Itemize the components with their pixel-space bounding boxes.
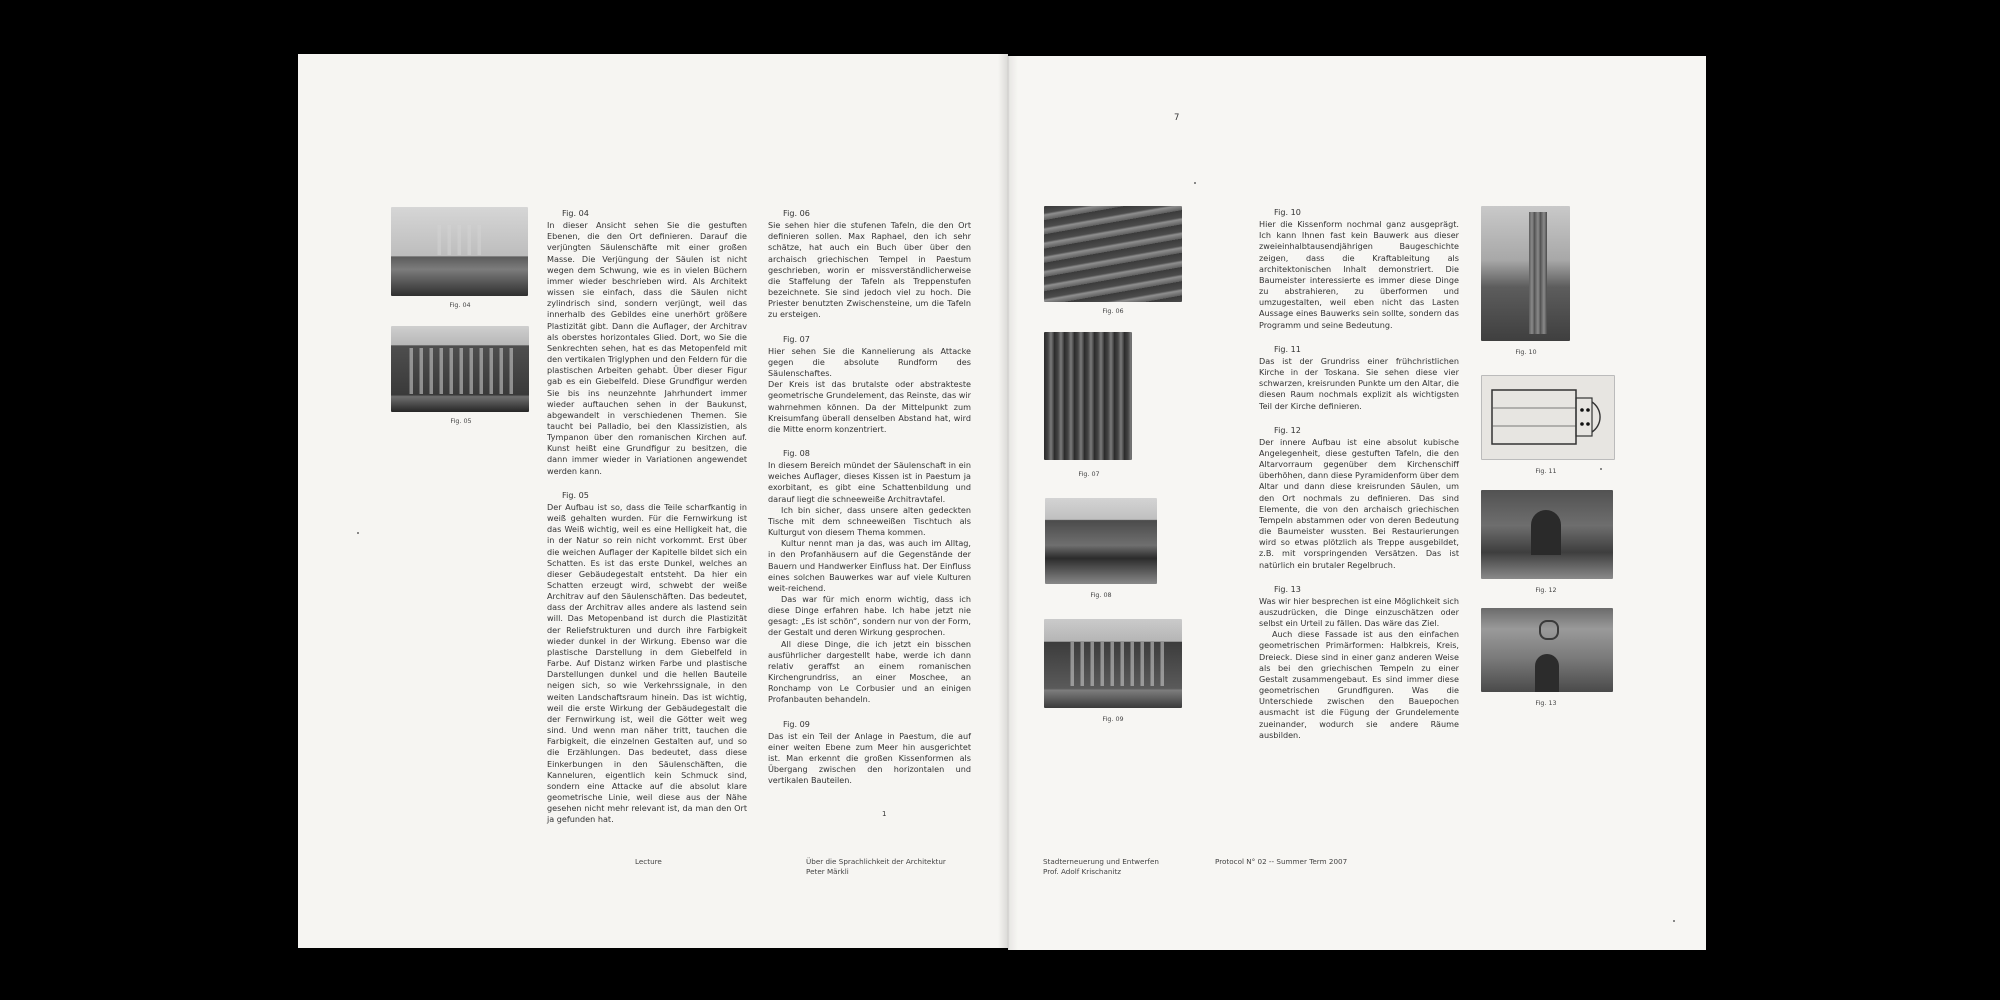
section-heading: Fig. 12 <box>1274 424 1301 435</box>
figure-06-caption: Fig. 06 <box>1102 307 1124 315</box>
figure-09-caption: Fig. 09 <box>1102 715 1124 723</box>
figure-11-photo <box>1481 375 1615 460</box>
figure-13-caption: Fig. 13 <box>1535 699 1557 707</box>
section-heading: Fig. 04 <box>562 208 589 218</box>
footer-left <box>635 857 662 867</box>
section-fig-09 <box>768 719 971 787</box>
section-fig-07 <box>768 334 971 435</box>
figure-12-caption: Fig. 12 <box>1535 586 1557 594</box>
footer-author: Peter Märkli <box>806 867 849 876</box>
section-heading: Fig. 09 <box>783 718 810 729</box>
footer-label: Lecture <box>635 857 662 866</box>
figure-07-photo <box>1044 332 1132 460</box>
footer-professor: Prof. Adolf Krischanitz <box>1043 867 1122 876</box>
paragraph: Hier die Kissenform nochmal ganz ausgeprägt. Ich kann Ihnen fast kein Bauwerk aus dieser zweieinhalbtausendjährigen Baugeschichte zeigen, dass die Kraftableitung als architektonischen Inhalt demonstriert. Die Baumeister interessierte es immer diese Dinge zu abstrahieren, zu überformen und umzugestalten, weil eben nicht das Lasten Aussage eines Bauwerks sein sollte, sondern das Programm und seine Bedeutung. <box>1259 219 1459 330</box>
figure-08-caption: Fig. 08 <box>1090 591 1112 599</box>
paragraph: Das ist der Grundriss einer frühchristlichen Kirche in der Toskana. Sie sehen diese vier schwarzen, kreisrunden Punkte um den Altar, die diesen Raum nochmals explizit als wichtigsten Teil der Kirche definieren. <box>1259 355 1459 411</box>
footer-course: Stadterneuerung und Entwerfen <box>1043 857 1159 866</box>
section-heading: Fig. 06 <box>783 208 810 218</box>
section-fig-05 <box>547 490 747 826</box>
paragraph: Der Kreis ist das brutalste oder abstrakteste geometrische Grundelement, das Reinste, das wir wahrnehmen können. Da der Mittelpunkt zum Kreisumfang überall denselben Abstand hat, wird die Mitte enorm konzentriert. <box>768 379 971 434</box>
paragraph: Ich bin sicher, dass unsere alten gedeckten Tische mit dem schneeweißen Tischtuch als Kulturgut von diesem Thema kommen. <box>768 504 971 538</box>
paragraph: Das ist ein Teil der Anlage in Paestum, die auf einer weiten Ebene zum Meer hin ausgerichtet ist. Man erkennt die großen Kissenformen als Übergang zwischen den horizontalen und vertikalen Bauteilen. <box>768 730 971 786</box>
figure-08-photo <box>1045 498 1157 584</box>
section-fig-10 <box>1259 207 1459 331</box>
page-speck <box>1673 920 1675 922</box>
church-floor-plan-icon <box>1482 376 1614 459</box>
section-heading: Fig. 11 <box>1274 343 1301 354</box>
figure-10-caption: Fig. 10 <box>1515 348 1537 356</box>
section-heading: Fig. 07 <box>783 333 810 344</box>
page-number: 1 <box>882 810 887 818</box>
figure-07-caption: Fig. 07 <box>1078 470 1100 478</box>
section-heading: Fig. 13 <box>1274 583 1301 594</box>
section-fig-06 <box>768 208 971 321</box>
left-page <box>298 54 1008 948</box>
page-speck <box>357 532 359 534</box>
figure-12-photo <box>1481 490 1613 579</box>
paragraph: Der Aufbau ist so, dass die Teile scharfkantig in weiß gehalten wurden. Für die Fernwirkung ist das Weiß wichtig, weil es eine Helligkeit hat, die in der Natur so rein nicht vorkommt. Erst über die weichen Auflager der Kapitelle bildet sich ein Schatten. Es ist das erste Dunkel, welches an dieser Gebäudegestalt entsteht. Da hier ein Schatten erzeugt wird, schwebt der weiße Architrav auf den Säulenschäften. Das bedeutet, dass der Architrav alles andere als lastend sein will. Das Metopenband ist durch die Plastizität der Reliefstrukturen und durch ihre Farbigkeit wieder dunkel in der Wirkung. Ebenso war die plastische Darstellung in dem Giebelfeld in Farbe. Auf Distanz wirken Farbe und plastische Darstellungen dunkel und die hellen Bauteile neigen sich, so wie Verkehrssignale, in den weiten Landschaftsraum hinein. Das ist wichtig, weil die erste Wirkung der Gebäudegestalt die der Fernwirkung ist, weil die Götter weit weg sind. Und wenn man näher tritt, tauchen die Farbigkeit, die einzelnen Gestalten auf, und so die Erzählungen. Das bedeutet, dass diese Einkerbungen in den Säulenschäften, die Kanneluren, eigentlich kein Schmuck sind, sondern eine Attacke auf die absolut klare geometrische Linie, weil diese aus der Nähe gesehen nicht mehr relevant ist, da man den Ort ja gefunden hat. <box>547 501 747 825</box>
paragraph: Sie sehen hier die stufenen Tafeln, die den Ort definieren sollen. Max Raphael, den ich sehr schätze, hat auch ein Buch über über den archaisch griechischen Tempel in Paestum geschrieben, worin er missverständlicherweise die Staffelung der Tafeln als Treppenstufen bezeichnete. Sie sind jedoch viel zu hoch. Die Priester benutzten Zwischensteine, um die Tafeln zu ersteigen. <box>768 220 971 320</box>
figure-10-photo <box>1481 206 1570 341</box>
paragraph: Der innere Aufbau ist eine absolut kubische Angelegenheit, diese gestuften Tafeln, die den Altarvorraum gegenüber dem Kirchenschiff überhöhen, dann diese Pyramidenform über dem Altar und dann diese kreisrunden Säulen, um den Ort nochmals zu definieren. Das sind Elemente, die von den archaisch griechischen Tempeln abstammen oder von deren Bedeutung die Baumeister wussten. Bei Restaurierungen wird so etwas plötzlich als Treppe ausgebildet, z.B. mit vorspringenden Versätzen. Das ist natürlich ein brutaler Regelbruch. <box>1259 436 1459 570</box>
section-fig-08 <box>768 448 971 706</box>
paragraph: Das war für mich enorm wichtig, dass ich diese Dinge erfahren habe. Ich habe jetzt nie gesagt: „Es ist schön“, sondern nur von der Form, der Gestalt und deren Wirkung gesprochen. <box>768 594 971 638</box>
figure-11-caption: Fig. 11 <box>1535 467 1557 475</box>
paragraph: In dieser Ansicht sehen Sie die gestuften Ebenen, die den Ort definieren. Darauf die verjüngten Säulenschäfte mit einer großen Masse. Die Verjüngung der Säulen ist nicht wegen dem Schwung, wie es in vielen Büchern immer wieder beschrieben wird. Als Architekt wissen sie einfach, dass die Säulen nicht zylindrisch sind, sondern verjüngt, weil das innerhalb des Gebildes eine unerhört größere Plastizität gibt. Dann die Auflager, der Architrav als oberstes horizontales Glied. Dort, wo Sie die Senkrechten sehen, hat es das Metopenfeld mit den vertikalen Triglyphen und den Feldern für die plastischen Arbeiten gehabt. Über dieser Figur gab es ein Giebelfeld. Diese Grundfigur werden Sie bis ins neunzehnte Jahrhundert immer wieder auftauchen sehen in der Baukunst, abgewandelt in verschiedenen Themen. Sie taucht bei Palladio, bei den Klassizistien, als Tympanon über den romanischen Kirchen auf. Kunst heißt eine Grundfigur zu besitzen, die dann immer wieder in Variationen angewendet werden kann. <box>547 220 747 476</box>
section-heading: Fig. 10 <box>1274 207 1301 217</box>
paragraph: In diesem Bereich mündet der Säulenschaft in ein weiches Auflager, dieses Kissen ist in Paestum ja exorbitant, es gibt eine Schattenbildung und darauf liegt die schneeweiße Architravtafel. <box>768 460 971 504</box>
footer-protocol: Protocol N° 02 -- Summer Term 2007 <box>1215 857 1348 866</box>
figure-04-caption: Fig. 04 <box>449 301 471 309</box>
section-fig-13 <box>1259 584 1459 741</box>
page-speck <box>1194 182 1196 184</box>
section-fig-12 <box>1259 425 1459 571</box>
right-page <box>1008 56 1706 950</box>
page-speck <box>1600 468 1602 470</box>
figure-04-photo <box>391 207 528 296</box>
figure-13-photo <box>1481 608 1613 692</box>
paragraph: Auch diese Fassade ist aus den einfachen geometrischen Primärformen: Halbkreis, Kreis, Dreieck. Diese sind in einer ganz anderen Weise als bei den griechischen Tempeln zu einer Gestalt zusammengebaut. Es sind immer diese geometrischen Grundfiguren. Was die Unterschiede zwischen den Bauepochen ausmacht ist die Fügung der Grundelemente zueinander, wodurch sie andere Räume ausbilden. <box>1259 629 1459 740</box>
footer-right <box>806 857 946 877</box>
text-column-2 <box>768 208 971 800</box>
figure-05-caption: Fig. 05 <box>450 417 472 425</box>
paragraph: Hier sehen Sie die Kannelierung als Attacke gegen die absolute Rundform des Säulenschaftes. <box>768 345 971 379</box>
footer-right <box>1215 857 1347 867</box>
footer-title: Über die Sprachlichkeit der Architektur <box>806 857 946 866</box>
footer-left <box>1043 857 1159 877</box>
paragraph: Kultur nennt man ja das, was auch im Alltag, in den Profanhäusern auf die Gegenstände der Bauern und Handwerker Einfluss hat. Der Einfluss eines solchen Bauwerkes war auf viele Kulturen weit-reichend. <box>768 538 971 593</box>
figure-05-photo <box>391 326 529 412</box>
paragraph: All diese Dinge, die ich jetzt ein bisschen ausführlicher dargestellt habe, werde ich dann relativ geraffst an einem romanischen Kirchengrundriss, an einer Moschee, an Ronchamp von Le Corbusier und an einigen Profanbauten behandeln. <box>768 638 971 705</box>
figure-06-photo <box>1044 206 1182 302</box>
text-column-3 <box>1259 207 1459 754</box>
section-fig-04 <box>547 208 747 477</box>
paragraph: Was wir hier besprechen ist eine Möglichkeit sich auszudrücken, die Dinge einzuschätzen oder selbst ein Urteil zu fällen. Das wäre das Ziel. <box>1259 595 1459 629</box>
section-fig-11 <box>1259 344 1459 412</box>
page-number: 7 <box>1174 113 1180 123</box>
section-heading: Fig. 05 <box>562 489 589 500</box>
figure-09-photo <box>1044 619 1182 708</box>
text-column-1 <box>547 208 747 838</box>
section-heading: Fig. 08 <box>783 447 810 458</box>
